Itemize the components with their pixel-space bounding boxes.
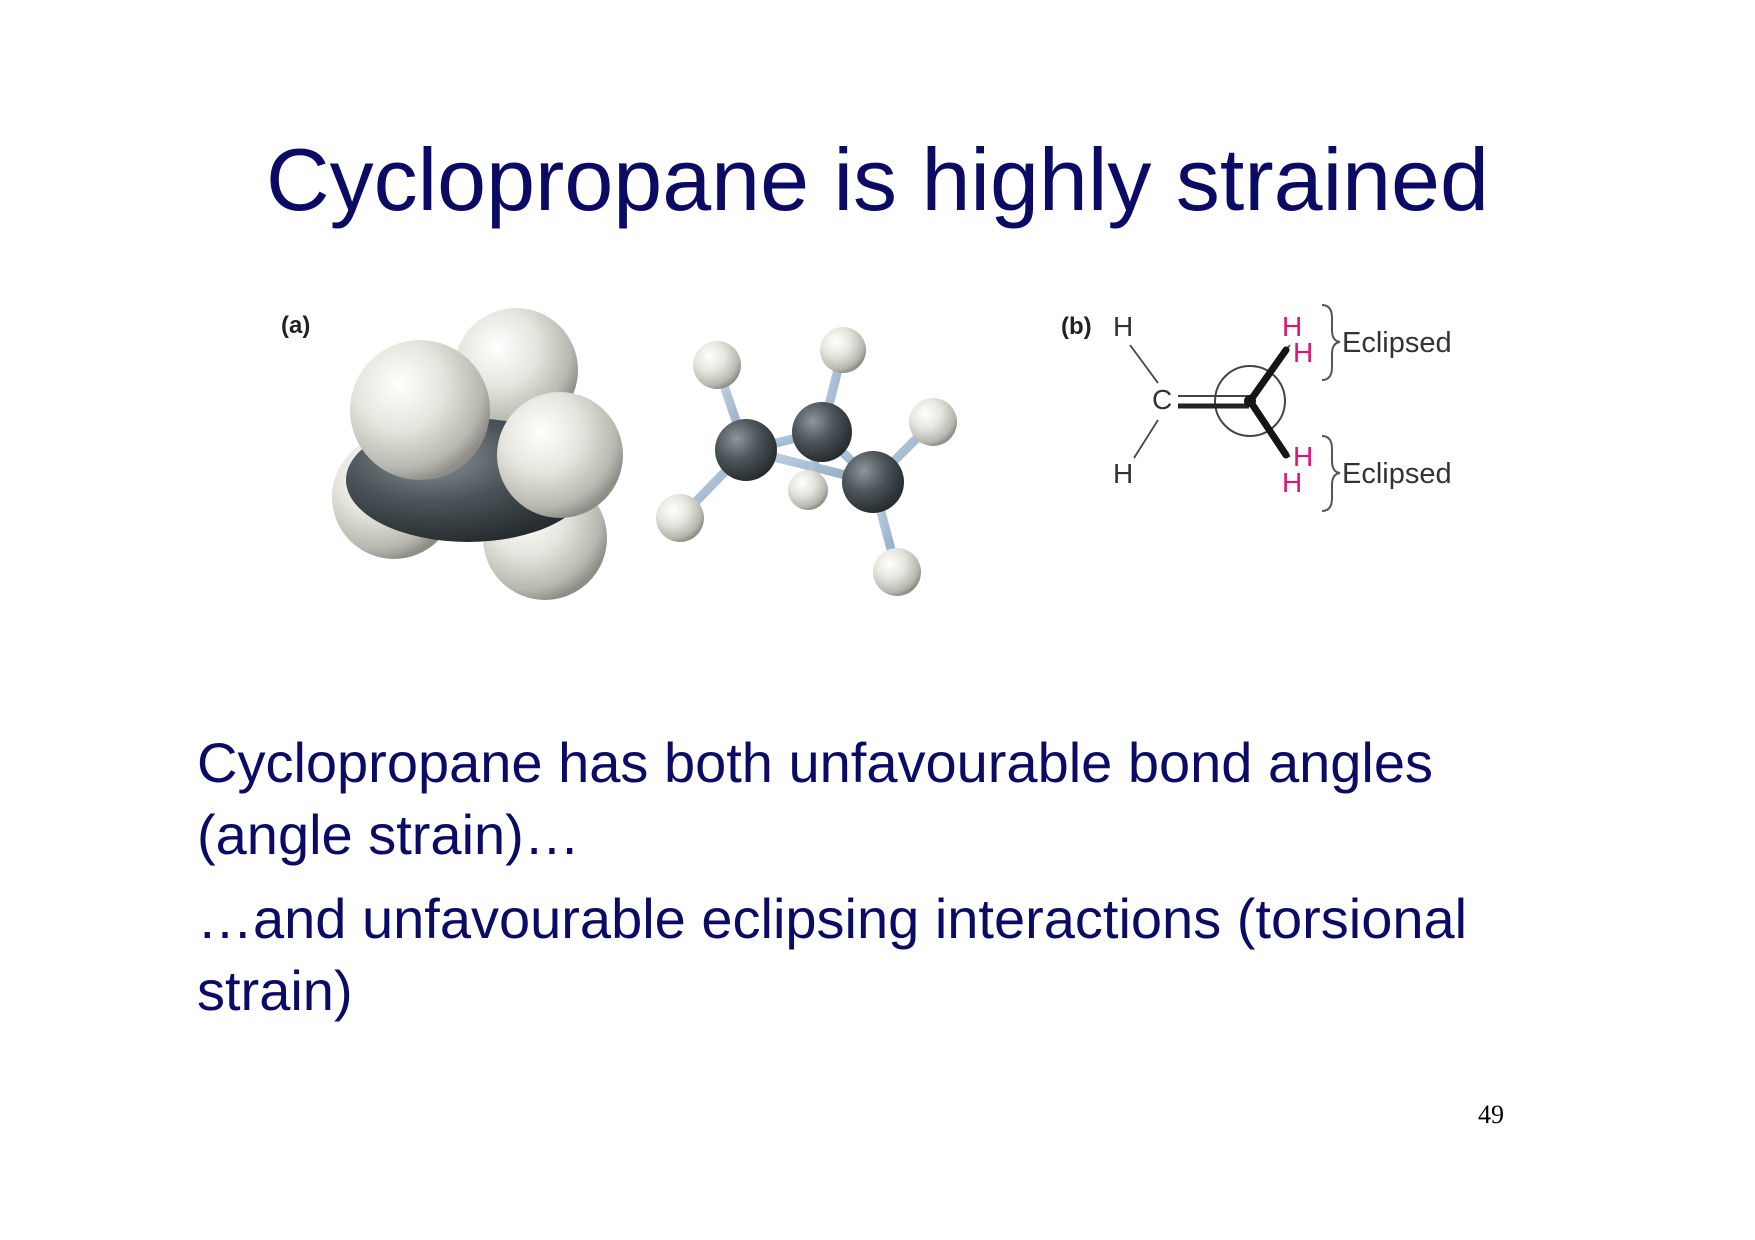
carbon-label: C bbox=[1152, 384, 1173, 415]
page-number: 49 bbox=[1478, 1100, 1504, 1129]
newman-projection bbox=[1113, 305, 1452, 511]
eclipsed-hydrogen: H bbox=[1282, 467, 1303, 498]
eclipsed-annotation-bottom: Eclipsed bbox=[1342, 458, 1452, 490]
left-bottom-hydrogen: H bbox=[1113, 458, 1134, 489]
eclipsed-hydrogen: H bbox=[1293, 441, 1314, 472]
paragraph-torsional-strain: …and unfavourable eclipsing interactions (torsional strain) bbox=[197, 887, 1468, 1022]
hydrogen-ball bbox=[693, 341, 741, 389]
brace-icon bbox=[1322, 305, 1340, 380]
hydrogen-ball bbox=[820, 327, 866, 373]
hydrogen-ball bbox=[909, 398, 957, 446]
hydrogen-ball bbox=[873, 548, 921, 596]
eclipsed-hydrogen: H bbox=[1293, 337, 1314, 368]
hydrogen-sphere bbox=[497, 392, 623, 518]
hydrogen-ball bbox=[656, 494, 704, 542]
space-filling-model bbox=[332, 308, 623, 600]
eclipsed-annotation-top: Eclipsed bbox=[1342, 327, 1452, 359]
body-text bbox=[197, 727, 1577, 1039]
panel-b-label: (b) bbox=[1061, 313, 1092, 340]
front-carbon-dot bbox=[1244, 395, 1256, 407]
bond-line bbox=[1130, 345, 1158, 383]
left-top-hydrogen: H bbox=[1113, 311, 1134, 342]
brace-icon bbox=[1322, 436, 1340, 511]
carbon-ball bbox=[842, 451, 904, 513]
bond-line bbox=[1134, 420, 1158, 458]
hydrogen-ball bbox=[788, 470, 828, 510]
panel-a-label: (a) bbox=[281, 312, 311, 339]
carbon-ball bbox=[792, 402, 852, 462]
carbon-ball bbox=[715, 419, 777, 481]
eclipsed-hydrogen: H bbox=[1282, 311, 1303, 342]
hydrogen-sphere bbox=[350, 340, 490, 480]
paragraph-angle-strain: Cyclopropane has both unfavourable bond angles (angle strain)… bbox=[197, 731, 1434, 866]
ball-and-stick-model bbox=[656, 327, 957, 596]
slide-title: Cyclopropane is highly strained bbox=[266, 130, 1489, 229]
